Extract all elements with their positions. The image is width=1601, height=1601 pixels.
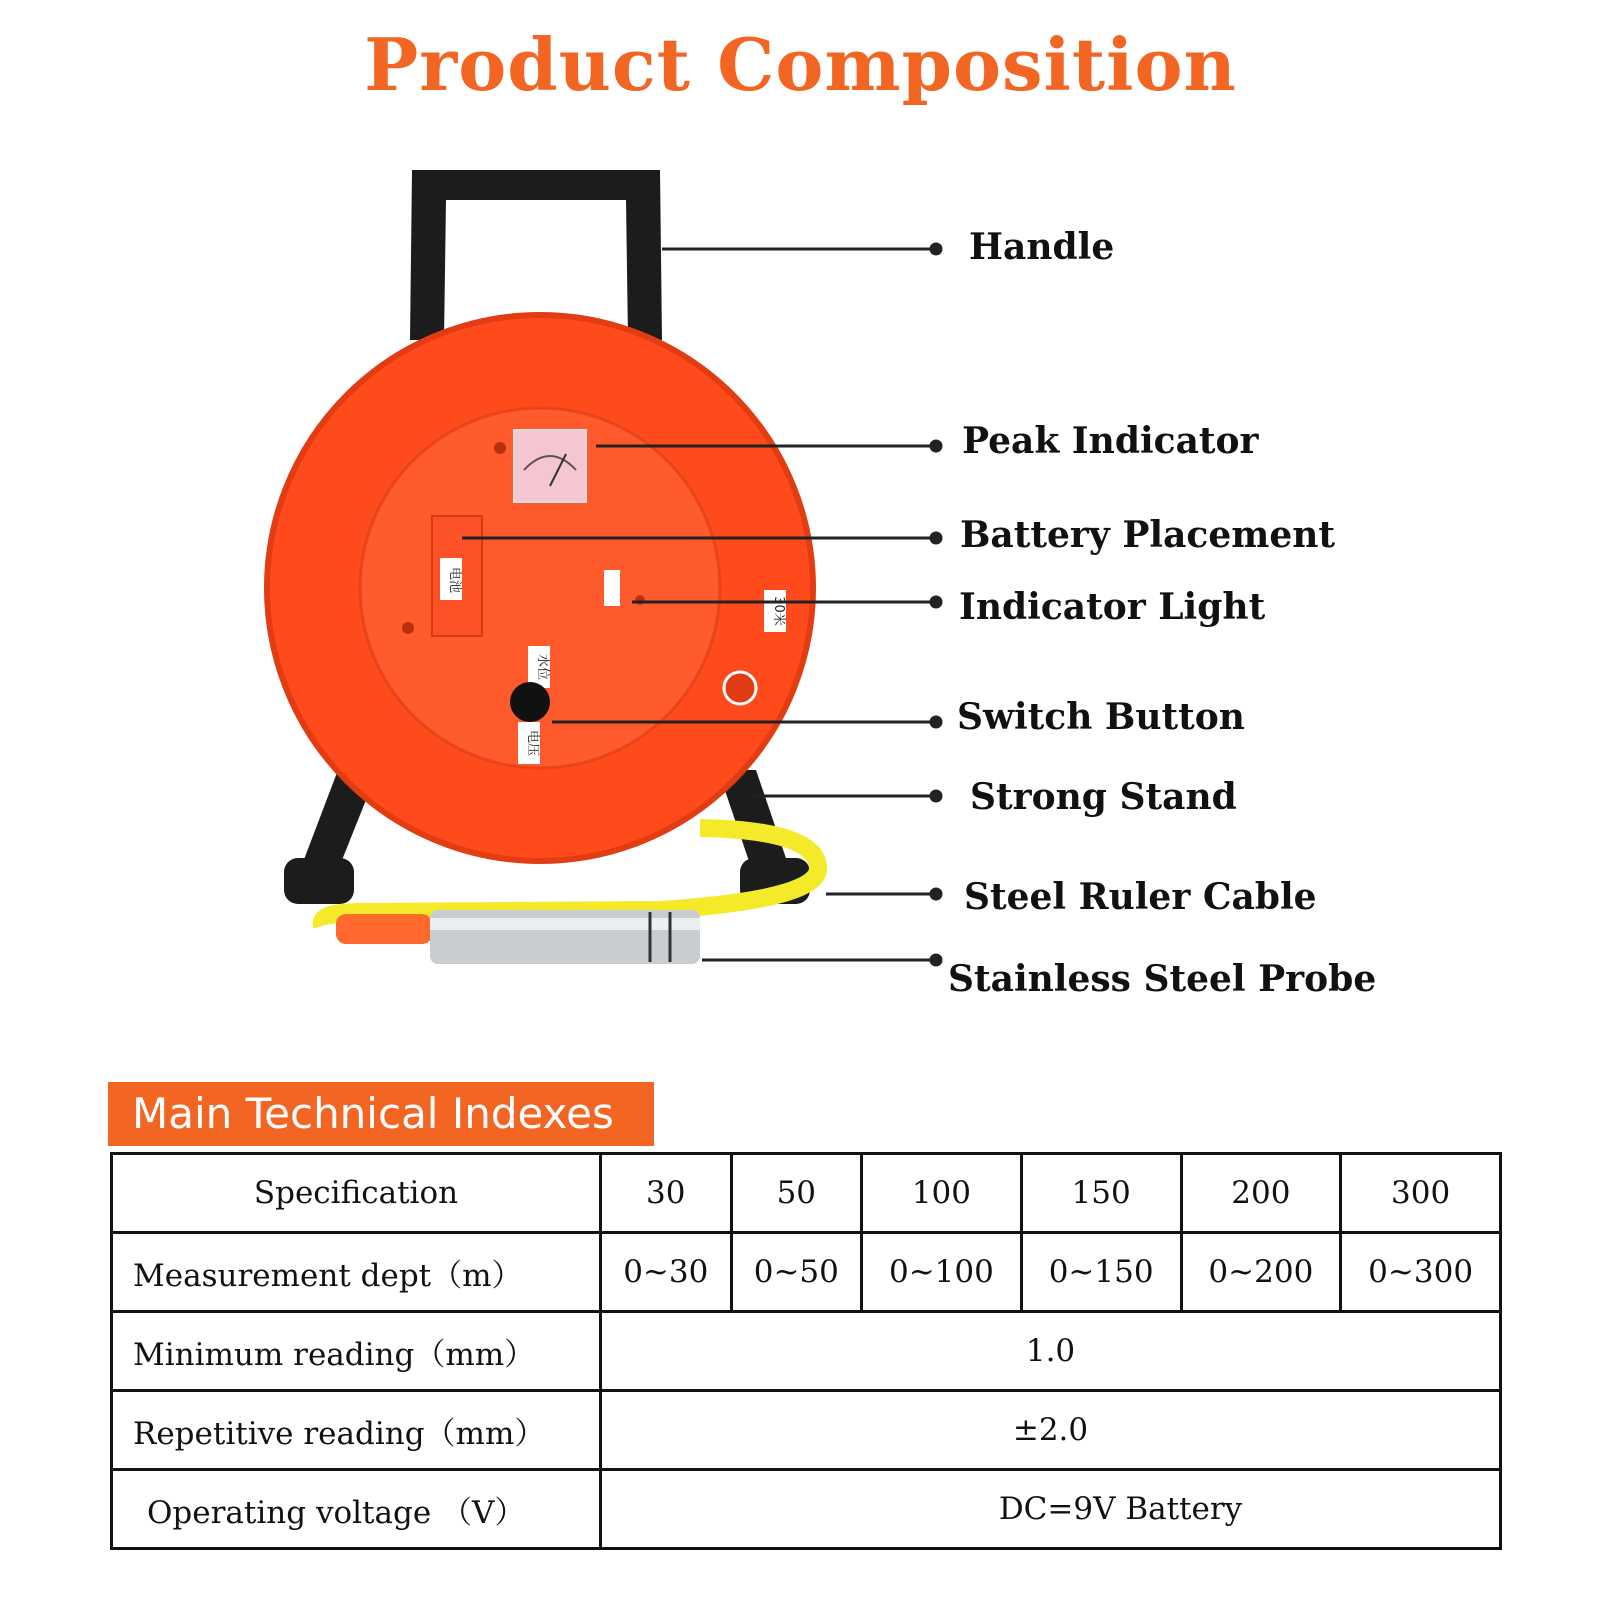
table-cell: 0~300 — [1341, 1233, 1501, 1312]
label-indicator-light: Indicator Light — [959, 586, 1266, 628]
table-header-row — [112, 1154, 1501, 1233]
row-label: Minimum reading（mm） — [112, 1312, 601, 1391]
stainless-steel-probe — [336, 910, 700, 964]
table-row — [112, 1391, 1501, 1470]
depth-mark: 30米 — [771, 596, 786, 626]
table-cell: 0~100 — [862, 1233, 1022, 1312]
header-cell: 50 — [731, 1154, 862, 1233]
table-cell: 0~200 — [1181, 1233, 1341, 1312]
label-battery-placement: Battery Placement — [960, 514, 1336, 556]
label-switch-button: Switch Button — [957, 696, 1245, 738]
battery-compartment — [432, 516, 482, 636]
row-label: Repetitive reading（mm） — [112, 1391, 601, 1470]
battery-mark: 电池 — [447, 566, 462, 594]
label-strong-stand: Strong Stand — [970, 776, 1237, 818]
peak-indicator-meter — [514, 430, 586, 502]
table-row — [112, 1233, 1501, 1312]
page-title: Product Composition — [364, 22, 1237, 107]
table-row — [112, 1470, 1501, 1549]
row-label: Operating voltage （V） — [112, 1470, 601, 1549]
header-cell: 200 — [1181, 1154, 1341, 1233]
table-row — [112, 1312, 1501, 1391]
reel-knob — [724, 672, 756, 704]
header-cell: 30 — [601, 1154, 732, 1233]
table-cell: ±2.0 — [601, 1391, 1501, 1470]
label-stainless-steel-probe: Stainless Steel Probe — [948, 958, 1377, 1000]
indicator-light-sticker — [604, 570, 620, 606]
header-cell: 150 — [1021, 1154, 1181, 1233]
reel — [267, 315, 813, 861]
spec-table — [110, 1152, 1502, 1550]
table-cell: 0~50 — [731, 1233, 862, 1312]
header-cell: 100 — [862, 1154, 1022, 1233]
water-level-mark: 水位 — [535, 653, 550, 681]
label-handle: Handle — [969, 226, 1115, 268]
table-cell: 0~150 — [1021, 1233, 1181, 1312]
table-cell: 1.0 — [601, 1312, 1501, 1391]
table-cell: 0~30 — [601, 1233, 732, 1312]
label-steel-ruler-cable: Steel Ruler Cable — [964, 876, 1317, 918]
row-label: Measurement dept（m） — [112, 1233, 601, 1312]
table-cell: DC=9V Battery — [601, 1470, 1501, 1549]
header-cell: Specification — [112, 1154, 601, 1233]
voltage-mark: 电压 — [525, 729, 540, 757]
header-cell: 300 — [1341, 1154, 1501, 1233]
section-heading: Main Technical Indexes — [108, 1082, 654, 1146]
label-peak-indicator: Peak Indicator — [962, 420, 1259, 462]
